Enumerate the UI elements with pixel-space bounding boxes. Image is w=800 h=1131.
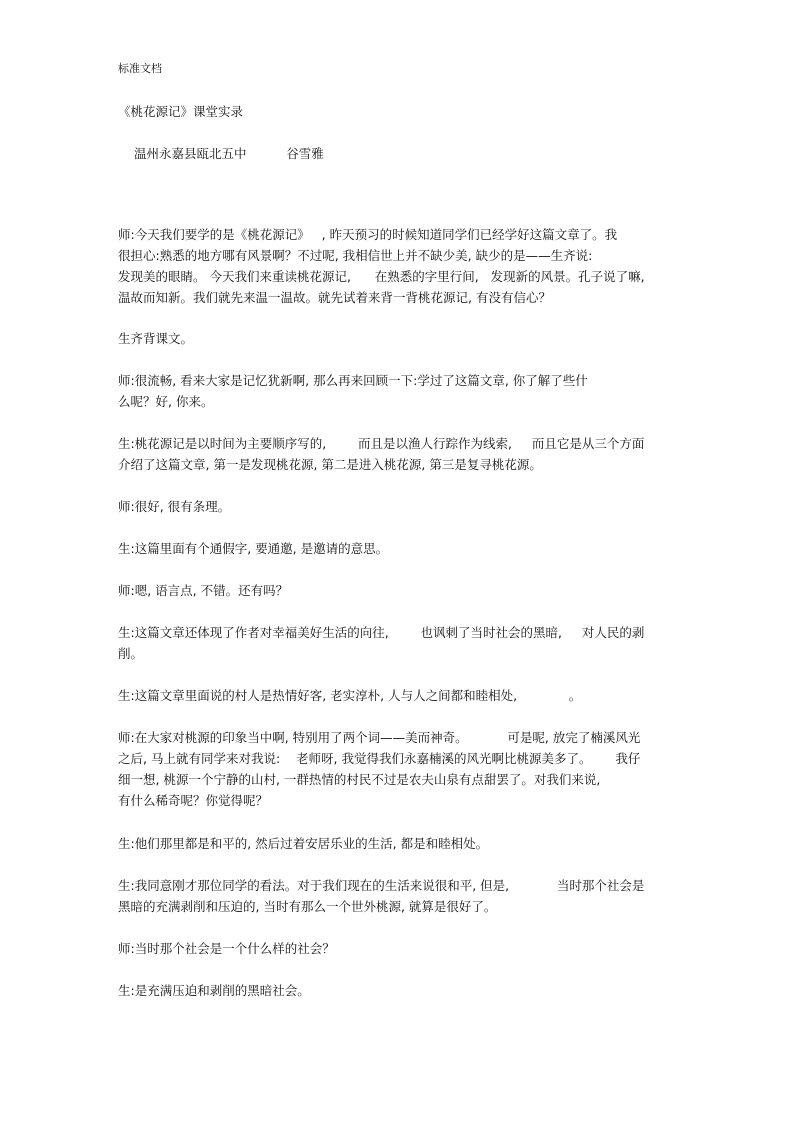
paragraph-line: 么呢？好, 你来。 <box>118 394 214 409</box>
paragraph-line: 介绍了这篇文章, 第一是发现桃花源, 第二是进入桃花源, 第三是复寻桃花源。 <box>118 457 542 472</box>
paragraph-line: 师:当时那个社会是一个什么样的社会？ <box>118 941 335 956</box>
paragraph-line: 生:我同意刚才那位同学的看法。对于我们现在的生活来说很和平, 但是, 当时那个社会是 <box>118 878 645 893</box>
paragraph-line: 师:在大家对桃源的印象当中啊, 特别用了两个词——美而神奇。 可是呢, 放完了楠溪风光 <box>118 730 641 745</box>
paragraph-line: 生:他们那里都是和平的, 然后过着安居乐业的生活, 都是和睦相处。 <box>118 836 489 851</box>
paragraph-line: 生:桃花源记是以时间为主要顺序写的, 而且是以渔人行踪作为线索, 而且它是从三个方面 <box>118 436 645 451</box>
paragraph-line: 师:很好, 很有条理。 <box>118 499 231 514</box>
paragraph-line: 师:嗯, 语言点, 不错。还有吗？ <box>118 583 289 598</box>
paragraph-line: 生齐背课文。 <box>118 331 194 346</box>
paragraph-line: 细一想, 桃源一个宁静的山村, 一群热情的村民不过是农夫山泉有点甜罢了。对我们来说, <box>118 772 601 787</box>
paragraph-line: 之后, 马上就有同学来对我说: 老师呀, 我觉得我们永嘉楠溪的风光啊比桃源美多了。 我仔 <box>118 751 641 766</box>
paragraph-line: 师:今天我们要学的是《桃花源记》 , 昨天预习的时候知道同学们已经学好这篇文章了。我 <box>118 227 618 242</box>
paragraph-line: 师:很流畅, 看来大家是记忆犹新啊, 那么再来回顾一下:学过了这篇文章, 你了解了些什 <box>118 373 588 388</box>
paragraph-line: 生:这篇文章还体现了作者对幸福美好生活的向往, 也讽刺了当时社会的黑暗, 对人民的剥 <box>118 625 645 640</box>
page-header: 标准文档 <box>118 62 162 75</box>
paragraph-line: 生:是充满压迫和剥削的黑暗社会。 <box>118 983 310 998</box>
document-title: 《桃花源记》课堂实录 <box>118 104 244 119</box>
paragraph-line: 黑暗的充满剥削和压迫的, 当时有那么一个世外桃源, 就算是很好了。 <box>118 899 497 914</box>
author-byline: 温州永嘉县瓯北五中 谷雪雅 <box>134 146 324 161</box>
paragraph-line: 生:这篇文章里面说的村人是热情好客, 老实淳朴, 人与人之间都和睦相处, 。 <box>118 688 582 703</box>
paragraph-line: 发现美的眼睛。 今天我们来重读桃花源记, 在熟悉的字里行间, 发现新的风景。孔子说了嘛, <box>118 269 645 284</box>
paragraph-line: 温故而知新。我们就先来温一温故。就先试着来背一背桃花源记, 有没有信心？ <box>118 290 551 305</box>
paragraph-line: 很担心:熟悉的地方哪有风景啊？不过呢, 我相信世上并不缺少美, 缺少的是——生齐说: <box>118 248 593 263</box>
paragraph-line: 有什么稀奇呢？你觉得呢？ <box>118 793 269 808</box>
paragraph-line: 生:这篇里面有个通假字, 要通邀, 是邀请的意思。 <box>118 541 389 556</box>
paragraph-line: 削。 <box>118 646 144 661</box>
